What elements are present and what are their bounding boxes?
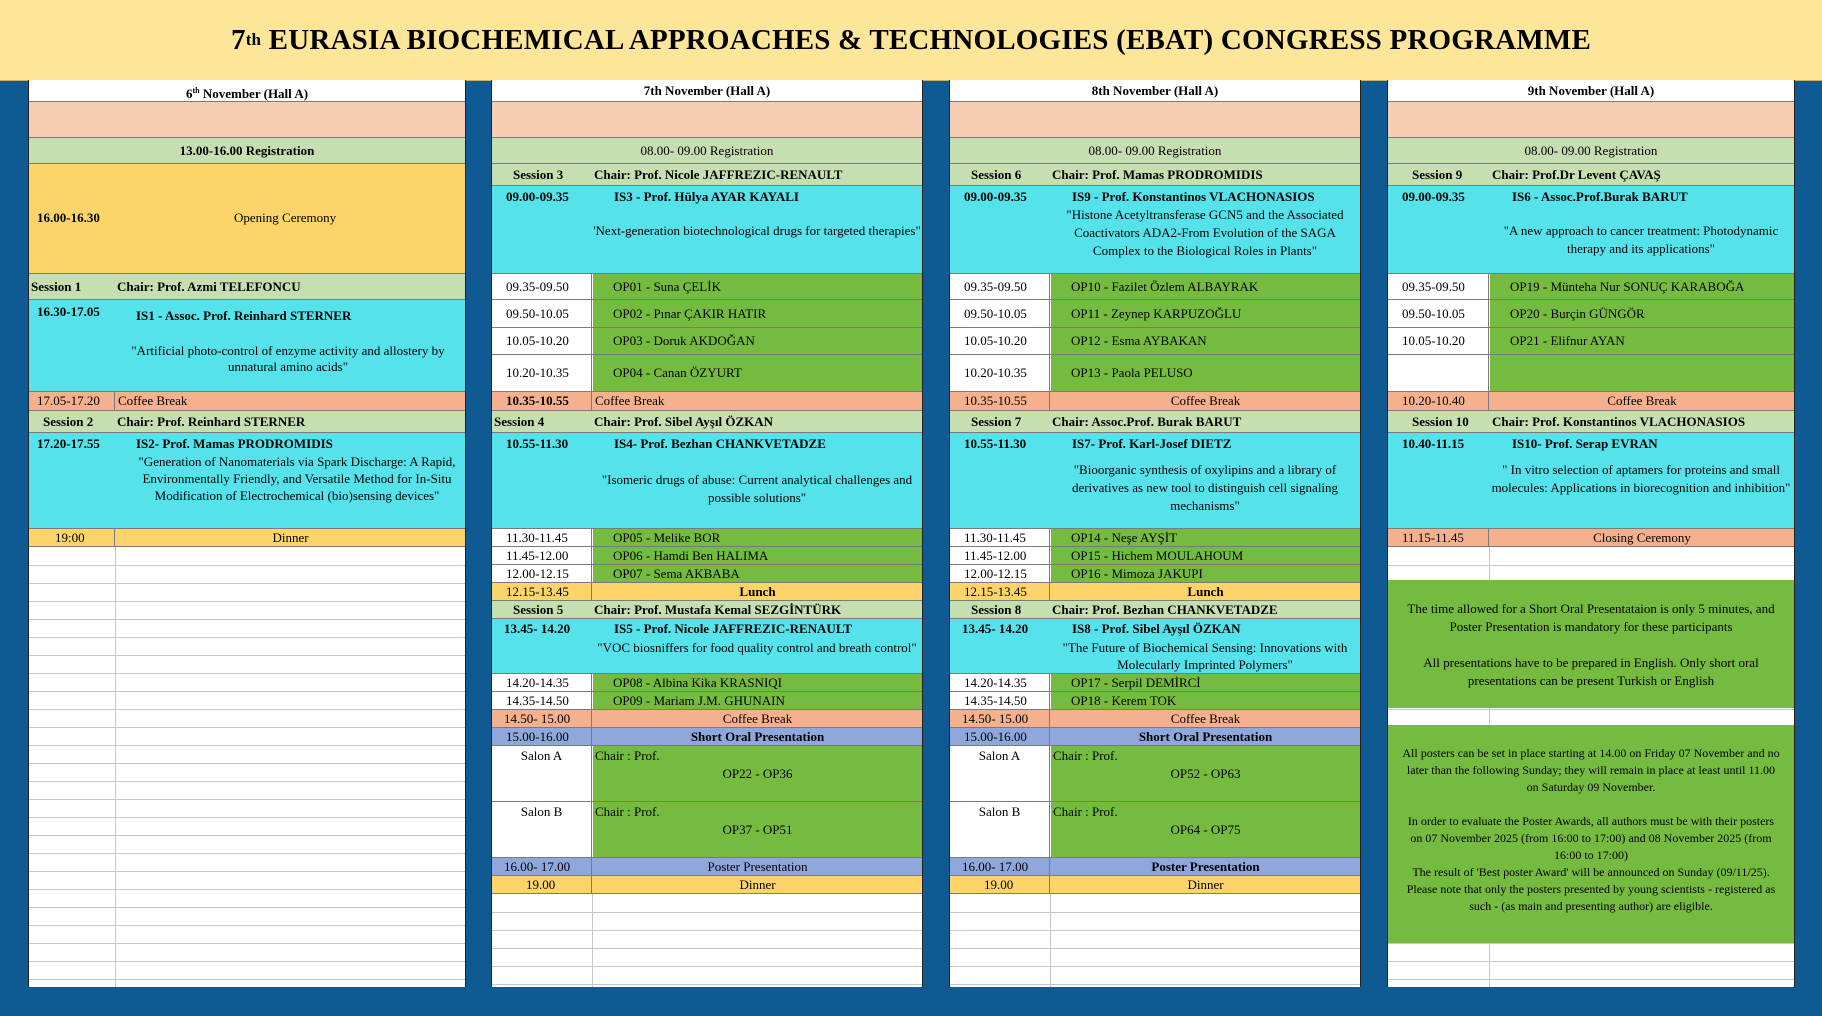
day2-break1-time: 10.35-10.55 bbox=[492, 392, 592, 410]
oral-row bbox=[492, 300, 922, 328]
oral-label: OP05 - Melike BOR bbox=[593, 529, 922, 546]
day1-dinner bbox=[29, 529, 465, 547]
day2-short-oral bbox=[492, 728, 922, 746]
day2-is4 bbox=[492, 433, 922, 529]
page-title bbox=[0, 0, 1822, 81]
oral-row bbox=[492, 355, 922, 392]
day3-break1-label: Coffee Break bbox=[1170, 393, 1241, 408]
day3-salon-b-body bbox=[1051, 802, 1360, 857]
oral-row bbox=[950, 529, 1360, 547]
oral-time: 14.35-14.50 bbox=[492, 692, 592, 709]
day2-is3-speaker: IS3 - Prof. Hülya AYAR KAYALI bbox=[614, 189, 799, 204]
day4-registration: 08.00- 09.00 Registration bbox=[1388, 138, 1794, 164]
grid-line bbox=[29, 601, 465, 602]
day3-is8-title: "The Future of Biochemical Sensing: Innovations with Molecularly Imprinted Polymers" bbox=[1062, 640, 1348, 672]
day3-break1-time: 10.35-10.55 bbox=[950, 392, 1050, 410]
day3-salon-a bbox=[950, 746, 1360, 802]
day2-salon-b bbox=[492, 802, 922, 858]
day1-coffee-break bbox=[29, 392, 465, 411]
day1-header-num: 6 bbox=[185, 86, 193, 102]
day4-empty-label bbox=[1490, 355, 1794, 391]
day4-empty-time bbox=[1388, 355, 1489, 391]
oral-row bbox=[492, 674, 922, 692]
day4-is10-speaker: IS10- Prof. Serap EVRAN bbox=[1512, 436, 1658, 451]
grid-line bbox=[29, 655, 465, 656]
oral-row bbox=[950, 274, 1360, 300]
day2-salon-b-label: Salon B bbox=[492, 802, 592, 857]
day1-session1 bbox=[29, 274, 465, 300]
oral-time: 09.35-09.50 bbox=[950, 274, 1050, 299]
day2-is3 bbox=[492, 186, 922, 274]
grid-line bbox=[1388, 565, 1794, 566]
day1-is1-speaker: IS1 - Assoc. Prof. Reinhard STERNER bbox=[136, 308, 352, 323]
day1-header-rest: November (Hall A) bbox=[202, 86, 309, 102]
day2-is5 bbox=[492, 619, 922, 674]
oral-time: 14.20-14.35 bbox=[950, 674, 1050, 691]
title-text: EURASIA BIOCHEMICAL APPROACHES & TECHNOLOGIES (EBAT) CONGRESS PROGRAMME bbox=[268, 23, 1592, 56]
day4-blank-band bbox=[1388, 102, 1794, 138]
day3-dinner-time: 19.00 bbox=[950, 876, 1050, 893]
grid-line bbox=[492, 912, 922, 913]
grid-line bbox=[492, 966, 922, 967]
day2-registration: 08.00- 09.00 Registration bbox=[492, 138, 922, 164]
day2-salon-b-chair: Chair : Prof. bbox=[595, 804, 660, 819]
grid-line bbox=[29, 727, 465, 728]
day2-salon-a-body bbox=[593, 746, 922, 801]
grid-line bbox=[1388, 943, 1794, 944]
oral-row bbox=[950, 547, 1360, 565]
day3-salon-a-body bbox=[1051, 746, 1360, 801]
day2-session3 bbox=[492, 164, 922, 186]
day3-poster-time: 16.00- 17.00 bbox=[950, 858, 1050, 875]
day4-break-label: Coffee Break bbox=[1607, 393, 1677, 408]
day4-closing bbox=[1388, 529, 1794, 547]
day3-dinner-label: Dinner bbox=[1187, 877, 1224, 892]
oral-row bbox=[1388, 300, 1794, 328]
oral-time: 10.05-10.20 bbox=[1388, 328, 1489, 354]
day4-is10 bbox=[1388, 433, 1794, 529]
grid-line bbox=[29, 691, 465, 692]
day3-session6-label: Session 6 bbox=[971, 167, 1022, 182]
day2-is3-title: 'Next-generation biotechnological drugs for targeted therapies" bbox=[593, 223, 921, 238]
day2-session4 bbox=[492, 411, 922, 433]
oral-label: OP18 - Kerem TOK bbox=[1051, 692, 1360, 709]
day4-break-time: 10.20-10.40 bbox=[1388, 392, 1489, 410]
day3-coffee-break-2 bbox=[950, 710, 1360, 728]
day2-dinner-label: Dinner bbox=[739, 877, 776, 892]
day3-lunch-label: Lunch bbox=[1187, 584, 1224, 599]
oral-time: 09.35-09.50 bbox=[492, 274, 592, 299]
grid-line bbox=[29, 637, 465, 638]
day2-salon-a-label: Salon A bbox=[492, 746, 592, 801]
day3-dinner bbox=[950, 876, 1360, 894]
day2-session5-chair: Chair: Prof. Mustafa Kemal SEZGİNTÜRK bbox=[594, 602, 842, 617]
grid-line bbox=[29, 799, 465, 800]
oral-label: OP19 - Münteha Nur SONUÇ KARABOĞA bbox=[1490, 274, 1794, 299]
day4-session10 bbox=[1388, 411, 1794, 433]
grid-vline bbox=[1050, 894, 1051, 987]
day4-note2-p1: All posters can be set in place starting at 14.00 on Friday 07 November and no later than the following Sunday; they will remain in place at least until 11.00 on Saturday 09 November. bbox=[1402, 746, 1780, 794]
day3-poster-label: Poster Presentation bbox=[1151, 859, 1260, 874]
day3-registration: 08.00- 09.00 Registration bbox=[950, 138, 1360, 164]
day2-lunch-time: 12.15-13.45 bbox=[492, 583, 592, 600]
grid-line bbox=[950, 966, 1360, 967]
day4-is10-title: " In vitro selection of aptamers for proteins and small molecules: Applications in biorecognition and inhibition" bbox=[1491, 462, 1791, 495]
day4-closing-time: 11.15-11.45 bbox=[1388, 529, 1489, 546]
day2-is5-speaker: IS5 - Prof. Nicole JAFFREZIC-RENAULT bbox=[614, 621, 852, 636]
oral-row bbox=[1388, 274, 1794, 300]
grid-line bbox=[29, 745, 465, 746]
day4-empty-slot bbox=[1388, 355, 1794, 392]
oral-time: 10.05-10.20 bbox=[492, 328, 592, 354]
day3-salon-b-range: OP64 - OP75 bbox=[1170, 822, 1241, 837]
day4-session10-chair: Chair: Prof. Konstantinos VLACHONASIOS bbox=[1492, 414, 1746, 429]
oral-time: 09.50-10.05 bbox=[492, 300, 592, 327]
day3-short-oral bbox=[950, 728, 1360, 746]
day3-salon-b-chair: Chair : Prof. bbox=[1053, 804, 1118, 819]
day3-is7-speaker: IS7- Prof. Karl-Josef DIETZ bbox=[1072, 436, 1232, 451]
grid-line bbox=[29, 763, 465, 764]
day3-break2-time: 14.50- 15.00 bbox=[950, 710, 1050, 727]
day1-empty-grid bbox=[29, 547, 465, 987]
oral-row bbox=[492, 692, 922, 710]
day4-is6-time: 09.00-09.35 bbox=[1402, 189, 1465, 204]
oral-row bbox=[1388, 328, 1794, 355]
day3-session7 bbox=[950, 411, 1360, 433]
grid-line bbox=[1388, 979, 1794, 980]
day2-session4-label: Session 4 bbox=[494, 414, 545, 429]
day3-coffee-break-1 bbox=[950, 392, 1360, 411]
day2-poster bbox=[492, 858, 922, 876]
day2-poster-time: 16.00- 17.00 bbox=[492, 858, 592, 875]
day2-break2-time: 14.50- 15.00 bbox=[492, 710, 592, 727]
day3-empty-grid bbox=[950, 894, 1360, 987]
grid-line bbox=[29, 619, 465, 620]
day1-header bbox=[29, 80, 465, 102]
day2-is3-time: 09.00-09.35 bbox=[506, 189, 569, 204]
day2-session3-label: Session 3 bbox=[513, 167, 564, 182]
day3-break2-label: Coffee Break bbox=[1170, 711, 1241, 726]
oral-label: OP03 - Doruk AKDOĞAN bbox=[593, 328, 922, 354]
oral-time: 14.20-14.35 bbox=[492, 674, 592, 691]
day4-session9-label: Session 9 bbox=[1412, 167, 1463, 182]
oral-row bbox=[950, 300, 1360, 328]
day1-column bbox=[28, 80, 466, 987]
day2-session5 bbox=[492, 601, 922, 619]
day3-session8-chair: Chair: Prof. Bezhan CHANKVETADZE bbox=[1052, 602, 1278, 617]
oral-time: 10.20-10.35 bbox=[950, 355, 1050, 391]
day1-break-time: 17.05-17.20 bbox=[29, 392, 115, 410]
day1-session2-chair: Chair: Prof. Reinhard STERNER bbox=[117, 414, 306, 429]
grid-line bbox=[950, 984, 1360, 985]
oral-label: OP08 - Albina Kika KRASNIQI bbox=[593, 674, 922, 691]
day4-session10-label: Session 10 bbox=[1412, 414, 1469, 429]
oral-label: OP04 - Canan ÖZYURT bbox=[593, 355, 922, 391]
oral-label: OP09 - Mariam J.M. GHUNAIN bbox=[593, 692, 922, 709]
oral-time: 12.00-12.15 bbox=[950, 565, 1050, 582]
day1-is2-time: 17.20-17.55 bbox=[37, 436, 100, 451]
day1-opening bbox=[29, 164, 465, 274]
day3-session8 bbox=[950, 601, 1360, 619]
oral-label: OP14 - Neşe AYŞİT bbox=[1051, 529, 1360, 546]
day2-break1-label: Coffee Break bbox=[595, 393, 665, 408]
grid-line bbox=[29, 781, 465, 782]
oral-row bbox=[950, 674, 1360, 692]
grid-line bbox=[29, 871, 465, 872]
day3-session8-label: Session 8 bbox=[971, 602, 1022, 617]
day3-is9-title: "Histone Acetyltransferase GCN5 and the Associated Coactivators ADA2-From Evolution of the SAGA Complex to the Biological Roles in Plants" bbox=[1066, 207, 1344, 258]
day3-blank-band bbox=[950, 102, 1360, 138]
day3-lunch-time: 12.15-13.45 bbox=[950, 583, 1050, 600]
day3-session7-label: Session 7 bbox=[971, 414, 1022, 429]
day3-sop-time: 15.00-16.00 bbox=[950, 728, 1050, 745]
day4-session9 bbox=[1388, 164, 1794, 186]
title-sup: th bbox=[245, 30, 262, 49]
oral-label: OP13 - Paola PELUSO bbox=[1051, 355, 1360, 391]
day4-closing-label: Closing Ceremony bbox=[1593, 530, 1691, 545]
day2-coffee-break-2 bbox=[492, 710, 922, 728]
day1-is2 bbox=[29, 433, 465, 529]
day3-is8 bbox=[950, 619, 1360, 674]
day2-is5-time: 13.45- 14.20 bbox=[504, 621, 571, 636]
grid-line bbox=[29, 835, 465, 836]
oral-label: OP06 - Hamdi Ben HALIMA bbox=[593, 547, 922, 564]
day1-is1-title: "Artificial photo-control of enzyme activity and allostery by unnatural amino acids" bbox=[131, 343, 445, 374]
day2-lunch bbox=[492, 583, 922, 601]
oral-time: 11.30-11.45 bbox=[950, 529, 1050, 546]
day2-column bbox=[491, 80, 923, 987]
day2-is4-time: 10.55-11.30 bbox=[506, 436, 569, 451]
day3-salon-a-range: OP52 - OP63 bbox=[1170, 766, 1241, 781]
day3-salon-b-label: Salon B bbox=[950, 802, 1050, 857]
day2-session4-chair: Chair: Prof. Sibel Ayşıl ÖZKAN bbox=[594, 414, 773, 429]
oral-row bbox=[492, 529, 922, 547]
day2-session5-label: Session 5 bbox=[513, 602, 564, 617]
day2-salon-a bbox=[492, 746, 922, 802]
day1-session1-chair: Chair: Prof. Azmi TELEFONCU bbox=[117, 279, 301, 294]
day2-salon-b-range: OP37 - OP51 bbox=[722, 822, 793, 837]
grid-line bbox=[492, 930, 922, 931]
day4-is10-time: 10.40-11.15 bbox=[1402, 436, 1465, 451]
day1-is2-speaker: IS2- Prof. Mamas PRODROMIDIS bbox=[136, 436, 333, 451]
day3-session7-chair: Chair: Assoc.Prof. Burak BARUT bbox=[1052, 414, 1242, 429]
oral-label: OP20 - Burçin GÜNGÖR bbox=[1490, 300, 1794, 327]
day1-registration: 13.00-16.00 Registration bbox=[29, 138, 465, 164]
day4-note1-p1: The time allowed for a Short Oral Presentataion is only 5 minutes, and Poster Presentation is mandatory for these participants bbox=[1407, 601, 1775, 634]
oral-label: OP16 - Mimoza JAKUPI bbox=[1051, 565, 1360, 582]
grid-line bbox=[29, 889, 465, 890]
oral-label: OP12 - Esma AYBAKAN bbox=[1051, 328, 1360, 354]
day1-break-label: Coffee Break bbox=[118, 393, 188, 408]
day4-is6 bbox=[1388, 186, 1794, 274]
day2-break2-label: Coffee Break bbox=[722, 711, 793, 726]
day4-coffee-break bbox=[1388, 392, 1794, 411]
title-prefix: 7 bbox=[230, 23, 246, 56]
day3-is8-speaker: IS8 - Prof. Sibel Ayşıl ÖZKAN bbox=[1072, 621, 1241, 636]
day4-column bbox=[1387, 80, 1795, 987]
grid-line bbox=[492, 984, 922, 985]
oral-time: 11.30-11.45 bbox=[492, 529, 592, 546]
grid-line bbox=[29, 673, 465, 674]
day2-salon-b-body bbox=[593, 802, 922, 857]
grid-line bbox=[1388, 961, 1794, 962]
day1-session2 bbox=[29, 411, 465, 433]
oral-label: OP10 - Fazilet Özlem ALBAYRAK bbox=[1051, 274, 1360, 299]
day2-sop-label: Short Oral Presentation bbox=[690, 729, 825, 744]
day3-is9-time: 09.00-09.35 bbox=[964, 189, 1027, 204]
oral-row bbox=[492, 565, 922, 583]
oral-row bbox=[950, 355, 1360, 392]
day3-column bbox=[949, 80, 1361, 987]
day1-session2-label: Session 2 bbox=[43, 414, 94, 429]
day1-header-sup: th bbox=[192, 86, 200, 95]
grid-line bbox=[950, 930, 1360, 931]
day4-is6-title: "A new approach to cancer treatment: Photodynamic therapy and its applications" bbox=[1503, 223, 1779, 256]
oral-row bbox=[950, 328, 1360, 355]
day3-is7-title: "Bioorganic synthesis of oxylipins and a library of derivatives as new tool to distinguish cell signaling mechanisms" bbox=[1071, 462, 1339, 513]
grid-vline bbox=[592, 894, 593, 987]
day2-empty-grid bbox=[492, 894, 922, 987]
day2-is5-title: "VOC biosniffers for food quality control and breath control" bbox=[597, 640, 917, 655]
oral-row bbox=[492, 547, 922, 565]
day1-is1-time: 16.30-17.05 bbox=[37, 304, 100, 319]
day4-header: 9th November (Hall A) bbox=[1388, 80, 1794, 102]
day1-dinner-label: Dinner bbox=[272, 530, 309, 545]
grid-line bbox=[29, 961, 465, 962]
grid-line bbox=[950, 948, 1360, 949]
day4-note-posters bbox=[1388, 725, 1794, 943]
day2-poster-label: Poster Presentation bbox=[707, 859, 808, 874]
oral-label: OP01 - Suna ÇELİK bbox=[593, 274, 922, 299]
oral-row bbox=[492, 328, 922, 355]
day2-sop-time: 15.00-16.00 bbox=[492, 728, 592, 745]
day1-opening-time: 16.00-16.30 bbox=[37, 210, 100, 225]
day2-is4-title: "Isomeric drugs of abuse: Current analytical challenges and possible solutions" bbox=[601, 472, 913, 505]
day2-salon-a-chair: Chair : Prof. bbox=[595, 748, 660, 763]
day1-dinner-time: 19:00 bbox=[29, 529, 115, 546]
grid-line bbox=[29, 853, 465, 854]
oral-label: OP11 - Zeynep KARPUZOĞLU bbox=[1051, 300, 1360, 327]
day4-session9-chair: Chair: Prof.Dr Levent ÇAVAŞ bbox=[1492, 167, 1661, 182]
oral-time: 10.05-10.20 bbox=[950, 328, 1050, 354]
grid-line bbox=[1388, 709, 1794, 710]
day1-is1 bbox=[29, 300, 465, 392]
day3-salon-b bbox=[950, 802, 1360, 858]
oral-row bbox=[950, 565, 1360, 583]
day2-coffee-break-1 bbox=[492, 392, 922, 411]
day3-poster bbox=[950, 858, 1360, 876]
day4-note2-p3: The result of 'Best poster Award' will be announced on Sunday (09/11/25). Please note that only the posters presented by young scientists - registered as such - (as main and presenting author) are eligible. bbox=[1406, 865, 1776, 913]
grid-line bbox=[29, 925, 465, 926]
oral-time: 11.45-12.00 bbox=[950, 547, 1050, 564]
day3-is8-time: 13.45- 14.20 bbox=[962, 621, 1029, 636]
day3-salon-a-chair: Chair : Prof. bbox=[1053, 748, 1118, 763]
oral-label: OP07 - Sema AKBABA bbox=[593, 565, 922, 582]
oral-time: 09.50-10.05 bbox=[1388, 300, 1489, 327]
day4-note2-p2: In order to evaluate the Poster Awards, all authors must be with their posters on 07 November 2025 (from 16:00 to 17:00) and 08 November 2025 (from 16:00 to 17:00) bbox=[1407, 814, 1775, 862]
day2-is4-speaker: IS4- Prof. Bezhan CHANKVETADZE bbox=[614, 436, 826, 451]
oral-time: 14.35-14.50 bbox=[950, 692, 1050, 709]
day2-header: 7th November (Hall A) bbox=[492, 80, 922, 102]
day2-dinner bbox=[492, 876, 922, 894]
oral-label: OP21 - Elifnur AYAN bbox=[1490, 328, 1794, 354]
day2-dinner-time: 19.00 bbox=[492, 876, 592, 893]
grid-line bbox=[29, 979, 465, 980]
day4-note-short-oral bbox=[1388, 580, 1794, 708]
grid-line bbox=[29, 709, 465, 710]
day3-sop-label: Short Oral Presentation bbox=[1138, 729, 1273, 744]
day1-is2-title: "Generation of Nanomaterials via Spark Discharge: A Rapid, Environmentally Friendly, and Versatile Method for In-Situ Modification of Electrochemical (bio)sensing devices" bbox=[138, 454, 456, 503]
oral-label: OP02 - Pınar ÇAKIR HATIR bbox=[593, 300, 922, 327]
day1-session1-label: Session 1 bbox=[31, 279, 82, 294]
oral-time: 12.00-12.15 bbox=[492, 565, 592, 582]
grid-line bbox=[29, 943, 465, 944]
day1-blank-band bbox=[29, 102, 465, 138]
day2-salon-a-range: OP22 - OP36 bbox=[722, 766, 793, 781]
day3-session6-chair: Chair: Prof. Mamas PRODROMIDIS bbox=[1052, 167, 1263, 182]
day3-session6 bbox=[950, 164, 1360, 186]
day2-blank-band bbox=[492, 102, 922, 138]
day2-session3-chair: Chair: Prof. Nicole JAFFREZIC-RENAULT bbox=[594, 167, 843, 182]
day2-lunch-label: Lunch bbox=[739, 584, 776, 599]
day1-opening-label: Opening Ceremony bbox=[234, 210, 337, 225]
day3-is7-time: 10.55-11.30 bbox=[964, 436, 1027, 451]
day3-header: 8th November (Hall A) bbox=[950, 80, 1360, 102]
grid-line bbox=[492, 948, 922, 949]
day4-is6-speaker: IS6 - Assoc.Prof.Burak BARUT bbox=[1512, 189, 1688, 204]
grid-line bbox=[950, 912, 1360, 913]
oral-time: 11.45-12.00 bbox=[492, 547, 592, 564]
oral-label: OP15 - Hichem MOULAHOUM bbox=[1051, 547, 1360, 564]
day4-note1-p2: All presentations have to be prepared in English. Only short oral presentations can be present Turkish or English bbox=[1423, 655, 1759, 688]
grid-line bbox=[29, 583, 465, 584]
grid-vline bbox=[115, 547, 116, 987]
day3-lunch bbox=[950, 583, 1360, 601]
day3-is9 bbox=[950, 186, 1360, 274]
grid-line bbox=[29, 565, 465, 566]
day3-is7 bbox=[950, 433, 1360, 529]
oral-label: OP17 - Serpil DEMİRCİ bbox=[1051, 674, 1360, 691]
day3-salon-a-label: Salon A bbox=[950, 746, 1050, 801]
grid-line bbox=[29, 907, 465, 908]
oral-row bbox=[492, 274, 922, 300]
day3-is9-speaker: IS9 - Prof. Konstantinos VLACHONASIOS bbox=[1072, 189, 1315, 204]
oral-row bbox=[950, 692, 1360, 710]
oral-time: 09.50-10.05 bbox=[950, 300, 1050, 327]
grid-line bbox=[29, 817, 465, 818]
oral-time: 10.20-10.35 bbox=[492, 355, 592, 391]
oral-time: 09.35-09.50 bbox=[1388, 274, 1489, 299]
